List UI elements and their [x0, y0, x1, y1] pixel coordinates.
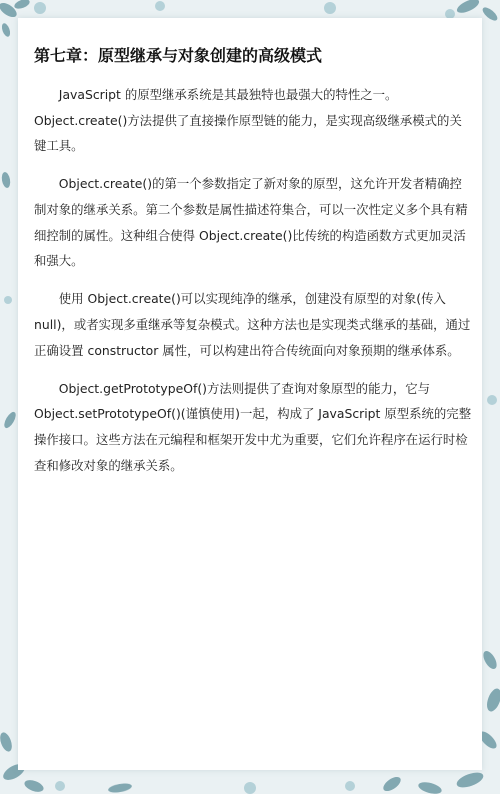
paragraph: JavaScript 的原型继承系统是其最独特也最强大的特性之一。Object.create()方法提供了直接操作原型链的能力，是实现高级继承模式的关键工具。 [34, 87, 462, 154]
paragraph: Object.create()的第一个参数指定了新对象的原型，这允许开发者精确控制对象的继承关系。第二个参数是属性描述符集合，可以一次性定义多个具有精细控制的属性。这种组合使得 Object.create()比传统的构造函数方式更加灵活和强大。 [34, 176, 468, 269]
document-body [34, 82, 474, 478]
paragraph: Object.getPrototypeOf()方法则提供了查询对象原型的能力，它与 Object.setPrototypeOf()(谨慎使用)一起，构成了 JavaScript 原型系统的完整操作接口。这些方法在元编程和框架开发中尤为重要，它们允许程序在运行时检查和修改对象的继承关系。 [34, 380, 472, 473]
chapter-title: 第七章：原型继承与对象创建的高级模式 [34, 46, 323, 65]
document-page [18, 18, 482, 770]
paragraph: 使用 Object.create()可以实现纯净的继承，创建没有原型的对象(传入 null)，或者实现多重继承等复杂模式。这种方法也是实现类式继承的基础，通过正确设置 constructor 属性，可以构建出符合传统面向对象预期的继承体系。 [34, 291, 471, 358]
